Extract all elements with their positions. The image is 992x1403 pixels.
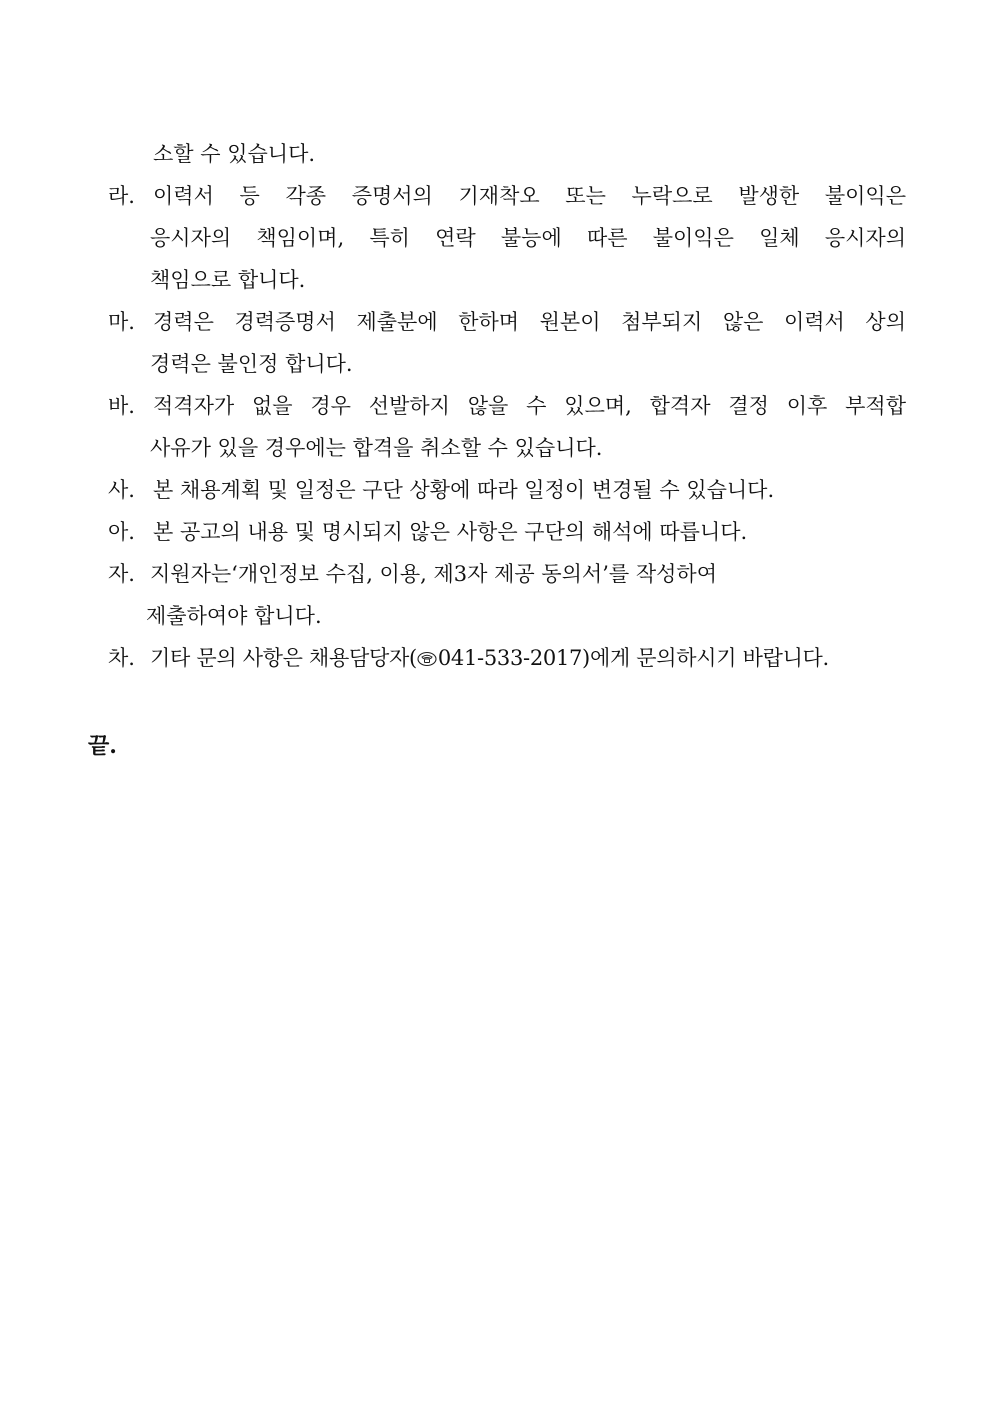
item-ja-line-1: 지원자는‘개인정보 수집, 이용, 제3자 제공 동의서’를 작성하여 [150, 562, 717, 586]
item-marker-ra: 라. [108, 184, 135, 208]
item-ba-line-1: 적격자가 없을 경우 선발하지 않을 수 있으며, 합격자 결정 이후 부적합 [153, 394, 906, 418]
item-marker-cha: 차. [108, 646, 135, 670]
item-a-line-1: 본 공고의 내용 및 명시되지 않은 사항은 구단의 해석에 따릅니다. [153, 520, 748, 544]
item-marker-ba: 바. [108, 394, 135, 418]
item-marker-sa: 사. [108, 478, 135, 502]
item-sa-line-1: 본 채용계획 및 일정은 구단 상황에 따라 일정이 변경될 수 있습니다. [153, 478, 775, 502]
item-ra-line-1: 이력서 등 각종 증명서의 기재착오 또는 누락으로 발생한 불이익은 [153, 184, 906, 208]
item-ja-line-2: 제출하여야 합니다. [146, 604, 322, 628]
item-marker-a: 아. [108, 520, 135, 544]
item-ra-line-2: 응시자의 책임이며, 특히 연락 불능에 따른 불이익은 일체 응시자의 [150, 226, 906, 250]
telephone-icon [417, 647, 437, 663]
item-ra-line-3: 책임으로 합니다. [150, 268, 306, 292]
continued-text-line: 소할 수 있습니다. [153, 142, 316, 166]
contact-phone-and-text: 041-533-2017)에게 문의하시기 바랍니다. [437, 646, 829, 670]
item-cha-line-1 [150, 645, 829, 671]
item-ma-line-1: 경력은 경력증명서 제출분에 한하며 원본이 첨부되지 않은 이력서 상의 [153, 310, 906, 334]
item-ma-line-2: 경력은 불인정 합니다. [150, 352, 353, 376]
item-ba-line-2: 사유가 있을 경우에는 합격을 취소할 수 있습니다. [150, 436, 603, 460]
item-marker-ma: 마. [108, 310, 135, 334]
item-marker-ja: 자. [108, 562, 135, 586]
end-mark: 끝. [88, 733, 117, 759]
contact-text-before-phone: 기타 문의 사항은 채용담당자( [150, 646, 417, 670]
